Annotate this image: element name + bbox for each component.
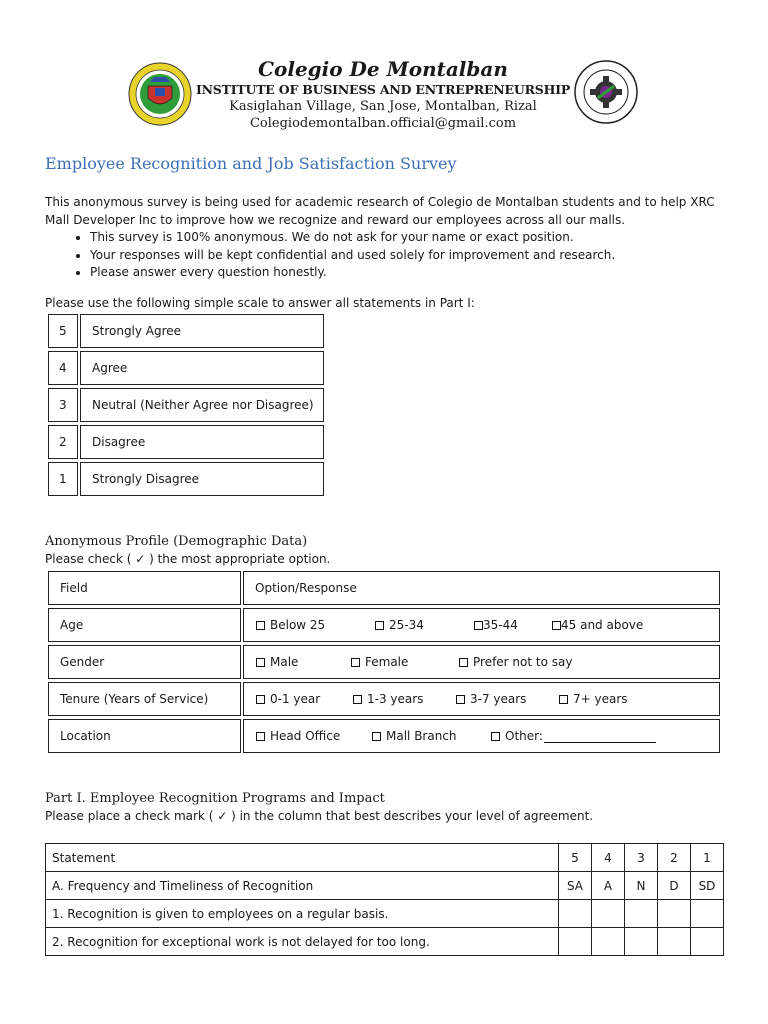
option-label: 0-1 year [270,692,321,706]
section-label: A. Frequency and Timeliness of Recognition [46,872,559,900]
checkbox-icon[interactable] [375,621,384,630]
gender-option[interactable] [351,655,408,669]
checkbox-icon[interactable] [256,658,265,667]
statement-text: 1. Recognition is given to employees on a regular basis. [46,900,559,928]
answer-cell[interactable] [592,928,625,956]
location-option[interactable] [256,729,340,743]
answer-cell[interactable] [625,900,658,928]
agreement-abbrev: SD [691,872,724,900]
answer-cell[interactable] [658,900,691,928]
checkbox-icon[interactable] [256,695,265,704]
tenure-option[interactable] [456,692,526,706]
option-label: Female [365,655,409,669]
scale-label: Strongly Disagree [80,462,324,496]
answer-cell[interactable] [658,928,691,956]
tenure-option[interactable] [256,692,320,706]
checkbox-icon[interactable] [353,695,362,704]
agreement-abbrev: A [592,872,625,900]
field-header: Field [48,571,241,605]
option-label: Male [270,655,299,669]
gender-option[interactable] [256,655,298,669]
scale-col-header: 1 [691,844,724,872]
scale-number: 1 [48,462,78,496]
tenure-option[interactable] [559,692,628,706]
scale-label: Disagree [80,425,324,459]
college-name: Colegio De Montalban [258,57,508,81]
agreement-abbrev: SA [559,872,592,900]
scale-number: 2 [48,425,78,459]
scale-instruction: Please use the following simple scale to answer all statements in Part I: [45,296,475,310]
options-header-cell [243,571,720,605]
scale-label: Agree [80,351,324,385]
age-options [243,608,720,642]
checkbox-icon[interactable] [256,732,265,741]
scale-col-header: 2 [658,844,691,872]
agreement-abbrev: D [658,872,691,900]
scale-label: Neutral (Neither Agree nor Disagree) [80,388,324,422]
checkbox-icon[interactable] [491,732,500,741]
scale-number: 4 [48,351,78,385]
scale-label: Strongly Agree [80,314,324,348]
other-text-line[interactable] [544,730,656,743]
table-row [46,900,724,928]
option-label: 45 and above [561,618,644,632]
field-tenure: Tenure (Years of Service) [48,682,241,716]
checkbox-icon[interactable] [456,695,465,704]
gender-options [243,645,720,679]
location-option[interactable] [372,729,457,743]
option-label: 1-3 years [367,692,424,706]
statement-text: 2. Recognition for exceptional work is not delayed for too long. [46,928,559,956]
age-option[interactable] [256,618,325,632]
table-row [46,928,724,956]
answer-cell[interactable] [559,928,592,956]
checkbox-icon[interactable] [474,621,483,630]
part1-table [45,843,724,956]
answer-cell[interactable] [625,928,658,956]
checkbox-icon[interactable] [552,621,561,630]
address: Kasiglahan Village, San Jose, Montalban, Rizal [229,99,537,114]
field-age: Age [48,608,241,642]
checkbox-icon[interactable] [372,732,381,741]
intro-paragraph: This anonymous survey is being used for academic research of Colegio de Montalban students and to help XRC Mall Developer Inc to improve how we recognize and reward our employees across all our malls. [45,195,715,227]
intro-bullets [45,229,735,282]
scale-number: 5 [48,314,78,348]
survey-title: Employee Recognition and Job Satisfaction Survey [45,154,457,173]
demographic-title: Anonymous Profile (Demographic Data) [45,534,308,549]
checkbox-icon[interactable] [459,658,468,667]
part1-instruction: Please place a check mark ( ✓ ) in the column that best describes your level of agreement. [45,809,594,823]
option-label: 25-34 [389,618,424,632]
age-option[interactable] [474,618,518,632]
email: Colegiodemontalban.official@gmail.com [249,116,517,131]
intro-section [45,193,735,282]
scale-col-header: 5 [559,844,592,872]
part1-title: Part I. Employee Recognition Programs and Impact [45,791,385,806]
location-options [243,719,720,753]
intro-bullet: • Please answer every question honestly. [90,264,735,282]
location-option[interactable] [491,729,656,743]
checkbox-icon[interactable] [559,695,568,704]
field-gender: Gender [48,645,241,679]
age-option[interactable] [552,618,643,632]
checkbox-icon[interactable] [256,621,265,630]
option-label: 35-44 [483,618,518,632]
intro-bullet: • Your responses will be kept confidential and used solely for improvement and research. [90,247,735,265]
scale-col-header: 4 [592,844,625,872]
checkbox-icon[interactable] [351,658,360,667]
agreement-abbrev: N [625,872,658,900]
options-header: Option/Response [255,581,357,595]
part1-header-row [46,844,724,872]
option-label: Prefer not to say [473,655,573,669]
field-location: Location [48,719,241,753]
option-label: Below 25 [270,618,326,632]
statement-header: Statement [46,844,559,872]
age-option[interactable] [375,618,424,632]
scale-col-header: 3 [625,844,658,872]
gender-option[interactable] [459,655,572,669]
answer-cell[interactable] [559,900,592,928]
answer-cell[interactable] [691,900,724,928]
tenure-option[interactable] [353,692,423,706]
option-label: 3-7 years [470,692,527,706]
answer-cell[interactable] [592,900,625,928]
option-label: Head Office [270,729,341,743]
institute-name: INSTITUTE OF BUSINESS AND ENTREPRENEURSHIP [195,82,571,97]
letterhead [190,56,576,132]
demographic-instruction: Please check ( ✓ ) the most appropriate option. [45,552,331,566]
scale-number: 3 [48,388,78,422]
option-label: Mall Branch [386,729,457,743]
option-label: 7+ years [573,692,628,706]
option-label: Other: [505,729,543,743]
answer-cell[interactable] [691,928,724,956]
colegio-de-montalban-seal-icon [128,62,192,126]
institute-of-business-seal-icon [574,60,638,124]
part1-section-row [46,872,724,900]
tenure-options [243,682,720,716]
intro-bullet: • This survey is 100% anonymous. We do not ask for your name or exact position. [90,229,735,247]
